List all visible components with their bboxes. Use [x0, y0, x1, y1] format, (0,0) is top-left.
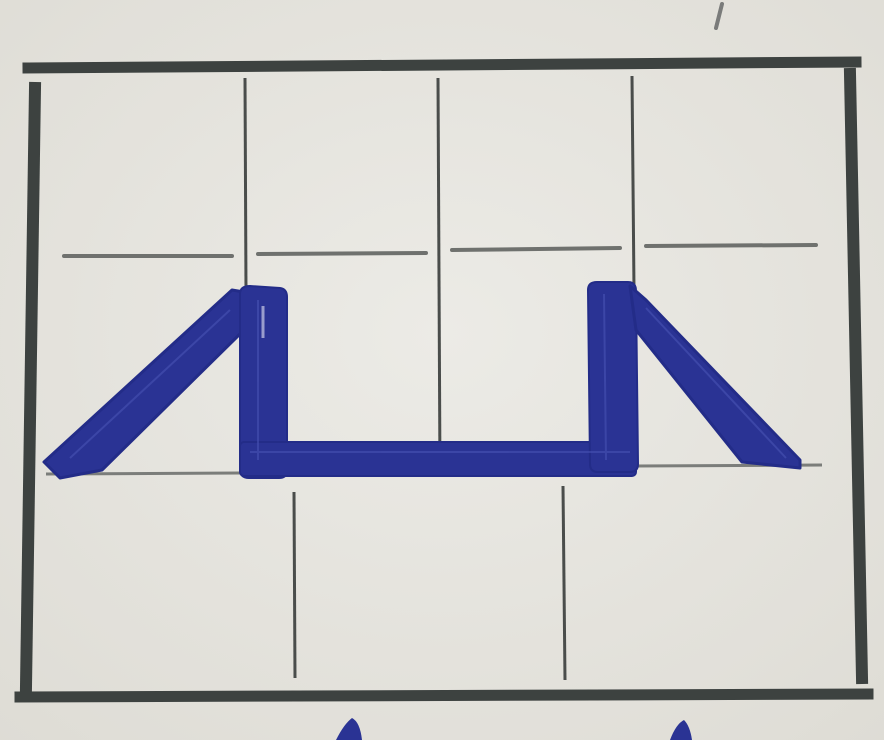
frame-top-line [28, 62, 856, 68]
lower-divider-2 [563, 486, 565, 680]
upper-divider-3 [632, 76, 634, 290]
frame-bottom-line [20, 694, 868, 697]
lower-divider-1 [294, 492, 295, 678]
ink-right-pillar [588, 282, 638, 472]
upper-divider-1 [245, 78, 246, 292]
upper-divider-2 [438, 78, 440, 476]
ink-bottom-bar [240, 442, 636, 476]
